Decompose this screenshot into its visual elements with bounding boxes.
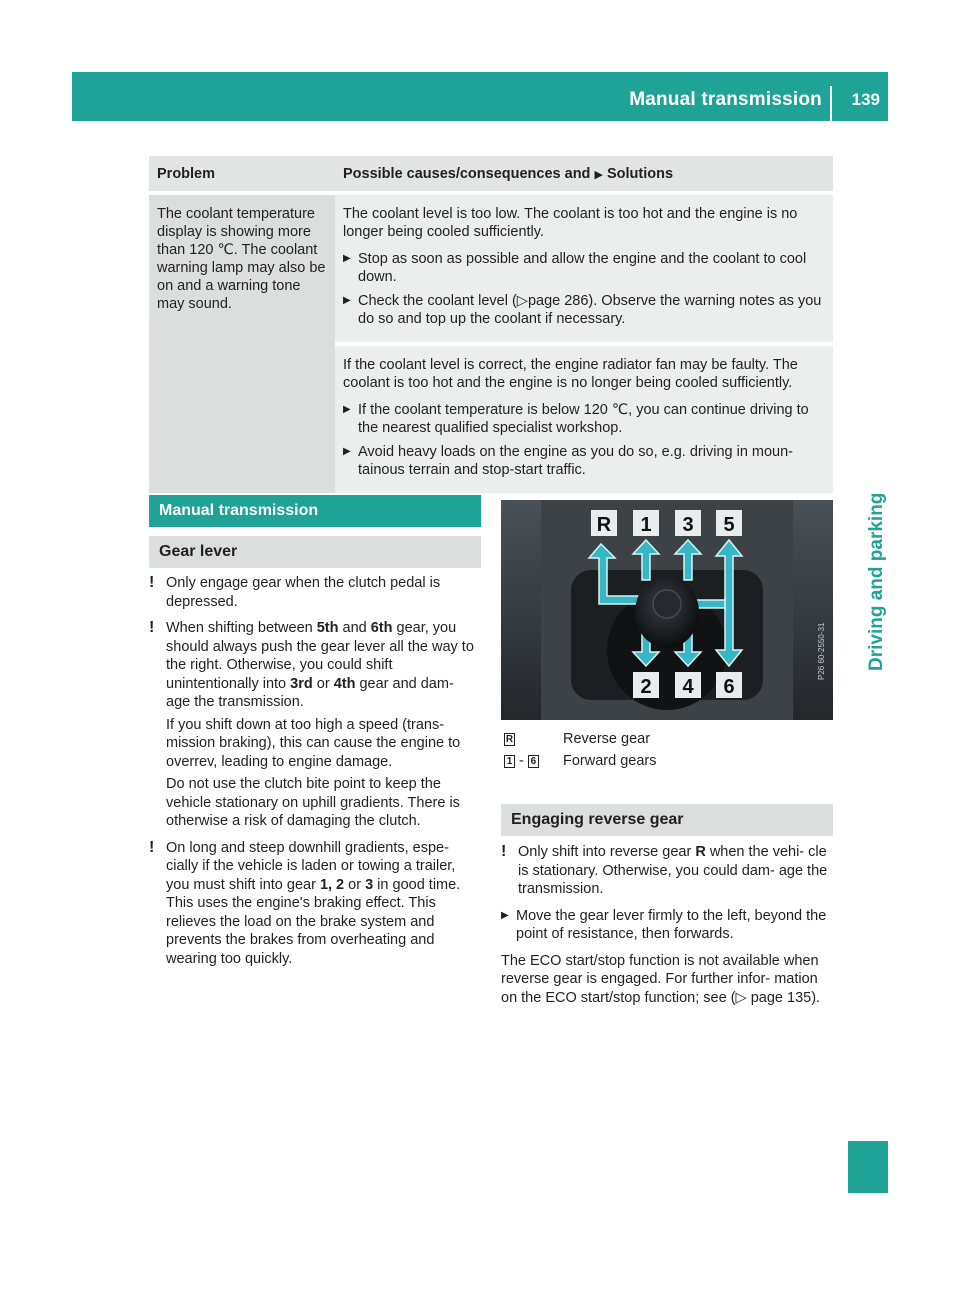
warning-text: Do not use the clutch bite point to keep the vehicle stationary on uphill gradients. There is otherwise a risk of damaging the clutch.: [166, 776, 460, 829]
warning-note: [149, 619, 481, 831]
legend-forward-text: Forward gears: [563, 753, 657, 769]
solution-step: [343, 443, 825, 479]
key-dash: -: [519, 753, 524, 769]
gear-label: 2: [640, 676, 652, 698]
page-ref-link[interactable]: page 286: [527, 293, 589, 309]
warning-icon: !: [149, 619, 155, 636]
warning-note: [501, 843, 833, 899]
info-paragraph: The ECO start/stop function is not available when reverse gear is engaged. For further infor- mation on the ECO start/stop function; see (▷ page 135).: [501, 952, 821, 1006]
warning-icon: !: [149, 574, 155, 591]
step-arrow-icon: ▶: [501, 909, 509, 921]
step-text: Stop as soon as possible and allow the engine and the coolant to cool down.: [358, 251, 807, 285]
warning-text: Only shift into reverse gear R when the vehi- cle is stationary. Otherwise, you could dam- age the transmission.: [518, 844, 828, 897]
warning-text: If you shift down at too high a speed (trans- mission braking), this can cause the engine to overrev, leading to engine damage.: [166, 716, 461, 770]
gear-label: 4: [682, 676, 694, 698]
side-tab-marker: [848, 1141, 888, 1193]
header-problem: Problem: [149, 156, 335, 191]
table-row: [149, 195, 833, 342]
key-box-from: 1: [504, 755, 515, 768]
subsection-title: Gear lever: [149, 536, 481, 568]
section-title: Manual transmission: [149, 495, 481, 527]
warning-text: Only engage gear when the clutch pedal is depressed.: [166, 575, 441, 610]
solution-step: [343, 250, 825, 286]
step-arrow-icon: ▶: [343, 295, 351, 306]
warning-text: When shifting between 5th and 6th gear, you should always push the gear lever all the way to the right. Otherwise, you could shift unintentionally into 3rd or 4th gear and dam- age the transmission.: [166, 620, 474, 710]
step-arrow-icon: ▶: [343, 253, 351, 264]
step-text-before: Check the coolant level (: [358, 293, 517, 309]
gear-label: R: [596, 514, 612, 536]
step-text-after: ). Observe the warning notes as you do so and top up the coolant if necessary.: [358, 293, 822, 327]
warning-icon: !: [501, 843, 507, 860]
page-ref-icon: ▷: [516, 293, 528, 309]
play-arrow-icon: ▶: [594, 168, 603, 181]
side-tab: [848, 121, 888, 1191]
gear-shift-diagram: [501, 500, 833, 720]
legend-reverse-text: Reverse gear: [563, 731, 651, 747]
solution-step: [343, 292, 825, 328]
solution-step: [343, 401, 825, 437]
cause-text-2: If the coolant level is correct, the engine radiator fan may be faulty. The coolant is too hot and the engine is no longer being cooled sufficiently.: [343, 357, 798, 391]
cause-cell-2: [335, 346, 833, 493]
header-causes-text: Possible causes/consequences and: [343, 165, 591, 182]
page-ref-link[interactable]: page 135: [750, 989, 812, 1006]
instruction-step: [501, 907, 833, 944]
problem-cell: [149, 195, 335, 493]
header-title: Manual transmission: [629, 89, 822, 110]
gear-label: 1: [640, 514, 652, 536]
cause-text-1: The coolant level is too low. The coolant is too hot and the engine is no longer being cooled sufficiently.: [343, 206, 798, 240]
header-separator: [830, 86, 832, 121]
side-tab-label: Driving and parking: [866, 492, 887, 671]
key-box-reverse: R: [505, 733, 514, 745]
problem-table: [149, 156, 833, 493]
step-text: If the coolant temperature is below 120 ℃, you can continue driving to the nearest qualified specialist workshop.: [358, 402, 809, 436]
warning-note: [149, 574, 481, 611]
warning-text: On long and steep downhill gradients, espe- cially if the vehicle is laden or towing a trailer, you must shift into gear 1, 2 or 3 in good time. This uses the engine's braking effect. This relieves the load on the brake system and prevents the brakes from overheating and wearing too quickly.: [166, 839, 461, 967]
table-header-row: [149, 156, 833, 191]
legend-row: [504, 728, 656, 750]
header-solutions-text: Solutions: [606, 165, 674, 182]
subsection-title: Engaging reverse gear: [501, 804, 833, 836]
legend-row: [504, 750, 656, 772]
warning-note: [149, 839, 481, 969]
cause-cell-1: [335, 195, 833, 342]
left-column: [149, 495, 481, 976]
gear-label: 6: [723, 676, 735, 698]
right-column: [501, 804, 833, 1007]
step-arrow-icon: ▶: [343, 404, 351, 415]
key-box-to: 6: [528, 755, 539, 768]
warning-icon: !: [149, 838, 155, 856]
side-tab-label-wrap: [847, 431, 887, 671]
figure-code: P26 60-2550-31: [817, 622, 826, 680]
gear-shift-photo: [501, 500, 833, 720]
gear-label: 3: [682, 514, 694, 536]
gear-label: 5: [723, 514, 735, 536]
page-header: [72, 72, 888, 121]
header-causes: [335, 156, 833, 191]
step-text: Avoid heavy loads on the engine as you do so, e.g. driving in moun- tainous terrain and stop-start traffic.: [358, 444, 794, 478]
step-text: Move the gear lever firmly to the left, beyond the point of resistance, then forwards.: [516, 907, 827, 942]
problem-text: The coolant temperature display is showing more than 120 ℃. The coolant warning lamp may also be on and a warning tone may sound.: [157, 206, 326, 312]
step-arrow-icon: ▶: [343, 446, 351, 457]
figure-legend: [504, 728, 656, 772]
page-ref-icon: ▷: [735, 989, 747, 1006]
page-number: 139: [851, 90, 880, 109]
